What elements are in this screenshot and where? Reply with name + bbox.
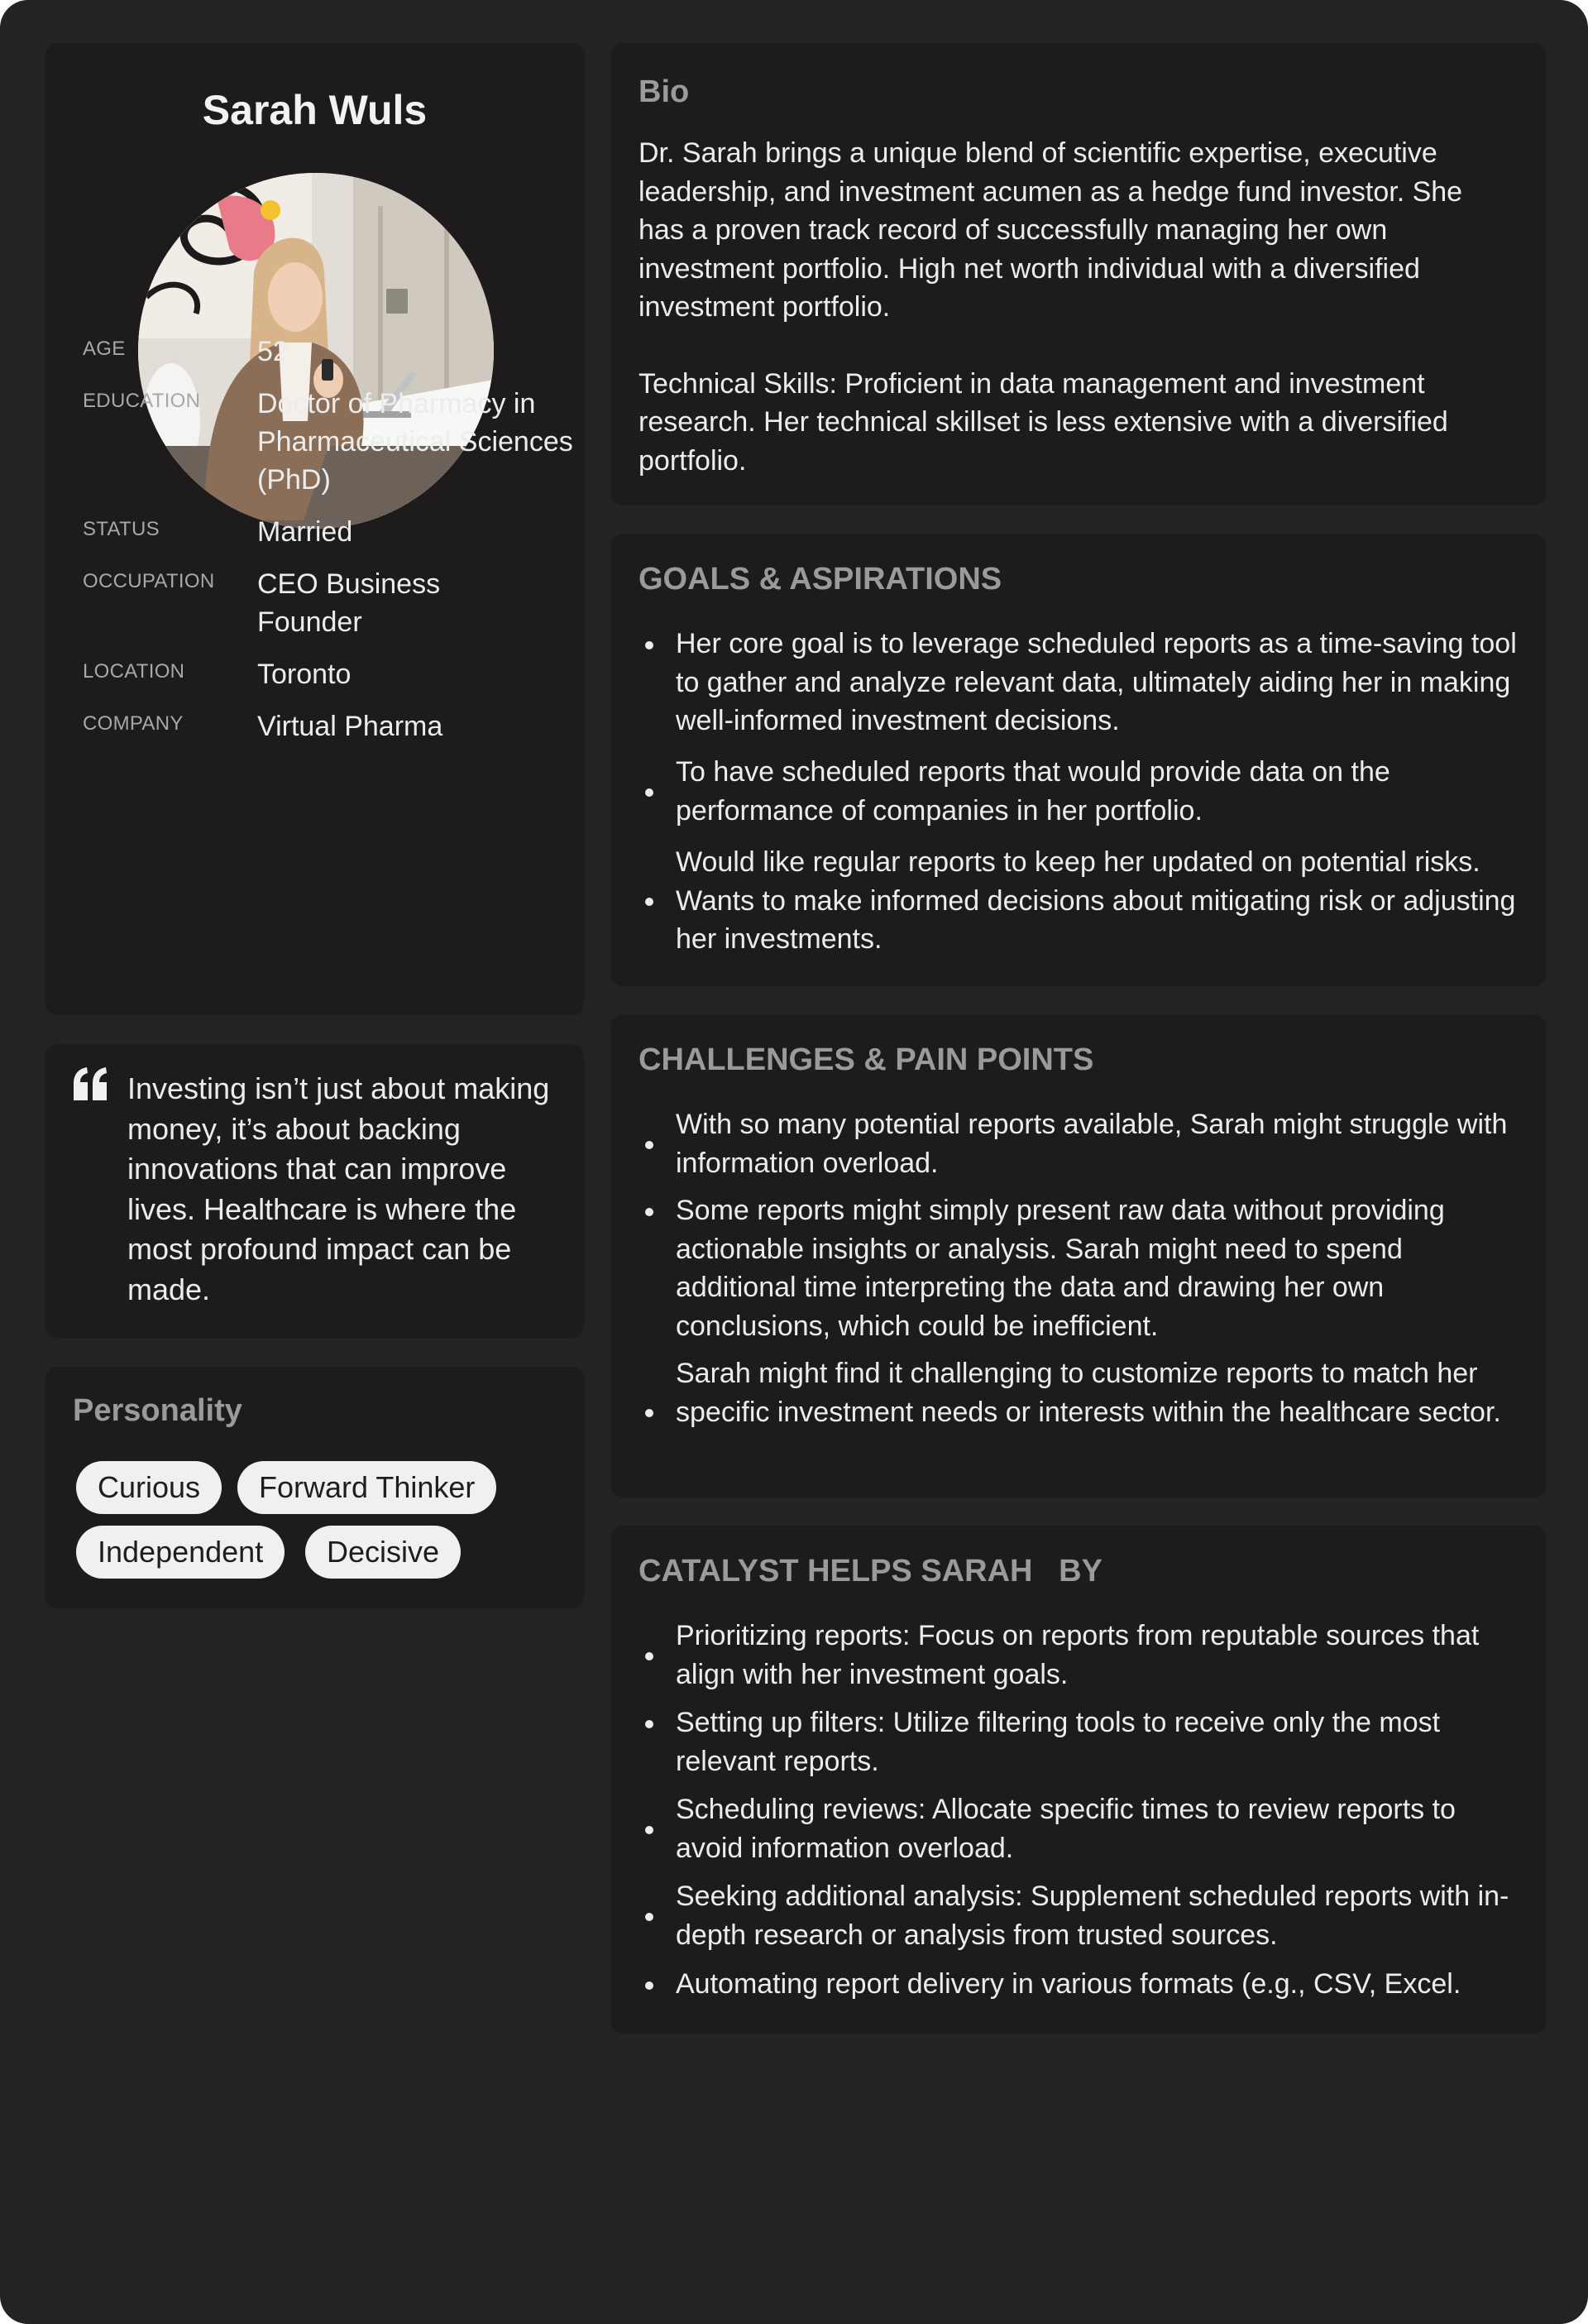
personality-tag: Forward Thinker	[237, 1461, 496, 1514]
goals-list	[611, 534, 1546, 986]
catalyst-title: CATALYST HELPS SARAH BY	[639, 1554, 1103, 1588]
bullet-icon	[645, 641, 653, 649]
catalyst-text: Scheduling reviews: Allocate specific times to review reports to avoid information overload.	[676, 1794, 1456, 1864]
catalyst-item	[676, 1790, 1519, 1867]
detail-value: CEO Business Founder	[257, 568, 441, 638]
detail-value: Toronto	[257, 659, 352, 690]
detail-value: Married	[257, 516, 353, 548]
detail-key: EDUCATION	[83, 390, 201, 412]
detail-key: OCCUPATION	[83, 570, 215, 592]
catalyst-text: Automating report delivery in various formats (e.g., CSV, Excel.	[676, 1968, 1461, 2000]
detail-key: AGE	[83, 338, 126, 360]
quote-text: Investing isn’t just about making money, it’s about backing innovations that can improve lives. Healthcare is where the most profound impact can be made.	[127, 1071, 550, 1306]
challenges-list	[611, 1014, 1546, 1497]
detail-value: Virtual Pharma	[257, 711, 443, 742]
personality-tag: Independent	[76, 1526, 285, 1579]
bullet-icon	[645, 1409, 653, 1417]
goals-title: GOALS & ASPIRATIONS	[639, 562, 1002, 597]
bullet-icon	[645, 1141, 653, 1149]
challenge-item	[676, 1191, 1519, 1345]
catalyst-text: Setting up filters: Utilize filtering tools to receive only the most relevant reports.	[676, 1707, 1441, 1777]
bio-title: Bio	[639, 74, 690, 109]
challenge-text: With so many potential reports available, Sarah might struggle with information overload.	[676, 1109, 1508, 1179]
catalyst-item	[676, 1703, 1519, 1780]
challenge-text: Sarah might find it challenging to customize reports to match her specific investment needs or interests within the healthcare sector.	[676, 1358, 1501, 1428]
catalyst-list	[611, 1526, 1546, 2034]
bullet-icon	[645, 1981, 653, 1990]
challenge-item	[676, 1105, 1519, 1182]
bio-text	[639, 134, 1515, 480]
personality-tag: Decisive	[305, 1526, 461, 1579]
catalyst-item	[676, 1877, 1519, 1954]
personality-title: Personality	[73, 1393, 242, 1428]
goals-card	[611, 534, 1546, 986]
goal-text: Would like regular reports to keep her updated on potential risks. Wants to make informed decisions about mitigating risk or adjusting her investments.	[676, 846, 1516, 955]
bullet-icon	[645, 1720, 653, 1728]
bullet-icon	[645, 1652, 653, 1660]
quote-card	[45, 1044, 584, 1338]
bullet-icon	[645, 1826, 653, 1834]
quote-icon	[72, 1067, 108, 1100]
challenge-item	[676, 1354, 1519, 1431]
detail-value: Doctor of Pharmacy in Pharmaceutical Sciences (PhD)	[257, 388, 573, 496]
bullet-icon	[645, 898, 653, 906]
bio-paragraph: Dr. Sarah brings a unique blend of scientific expertise, executive leadership, and investment acumen as a hedge fund investor. She has a proven track record of successfully managing her own investment portfolio. High net worth individual with a diversified investment portfolio.	[639, 137, 1463, 323]
catalyst-item	[676, 1965, 1519, 2004]
catalyst-text: Prioritizing reports: Focus on reports from reputable sources that align with her investment goals.	[676, 1620, 1480, 1690]
persona-name: Sarah Wuls	[202, 87, 428, 133]
detail-key: STATUS	[83, 518, 160, 540]
personality-card	[45, 1367, 584, 1608]
goal-text: To have scheduled reports that would provide data on the performance of companies in her portfolio.	[676, 756, 1390, 827]
goal-text: Her core goal is to leverage scheduled reports as a time-saving tool to gather and analyze relevant data, ultimately aiding her in making well-informed investment decisions.	[676, 628, 1517, 736]
detail-key: COMPANY	[83, 712, 184, 735]
profile-card	[45, 43, 584, 1015]
bio-paragraph: Technical Skills: Proficient in data management and investment research. Her technical skillset is less extensive with a diversified portfolio.	[639, 367, 1448, 477]
bullet-icon	[645, 788, 653, 797]
bullet-icon	[645, 1913, 653, 1921]
bio-card	[611, 43, 1546, 506]
goal-item	[676, 843, 1519, 959]
challenge-text: Some reports might simply present raw data without providing actionable insights or analysis. Sarah might need to spend additional time interpreting the data and drawing her own conclusions, which could be inefficient.	[676, 1195, 1445, 1342]
detail-key: LOCATION	[83, 660, 185, 683]
personality-tag: Curious	[76, 1461, 222, 1514]
bullet-icon	[645, 1208, 653, 1216]
challenges-card	[611, 1014, 1546, 1497]
goal-item	[676, 625, 1519, 740]
challenges-title: CHALLENGES & PAIN POINTS	[639, 1042, 1094, 1077]
catalyst-item	[676, 1617, 1519, 1694]
catalyst-text: Seeking additional analysis: Supplement scheduled reports with in-depth research or analysis from trusted sources.	[676, 1881, 1509, 1951]
catalyst-card	[611, 1526, 1546, 2034]
goal-item	[676, 753, 1519, 830]
detail-value: 52	[257, 336, 289, 367]
